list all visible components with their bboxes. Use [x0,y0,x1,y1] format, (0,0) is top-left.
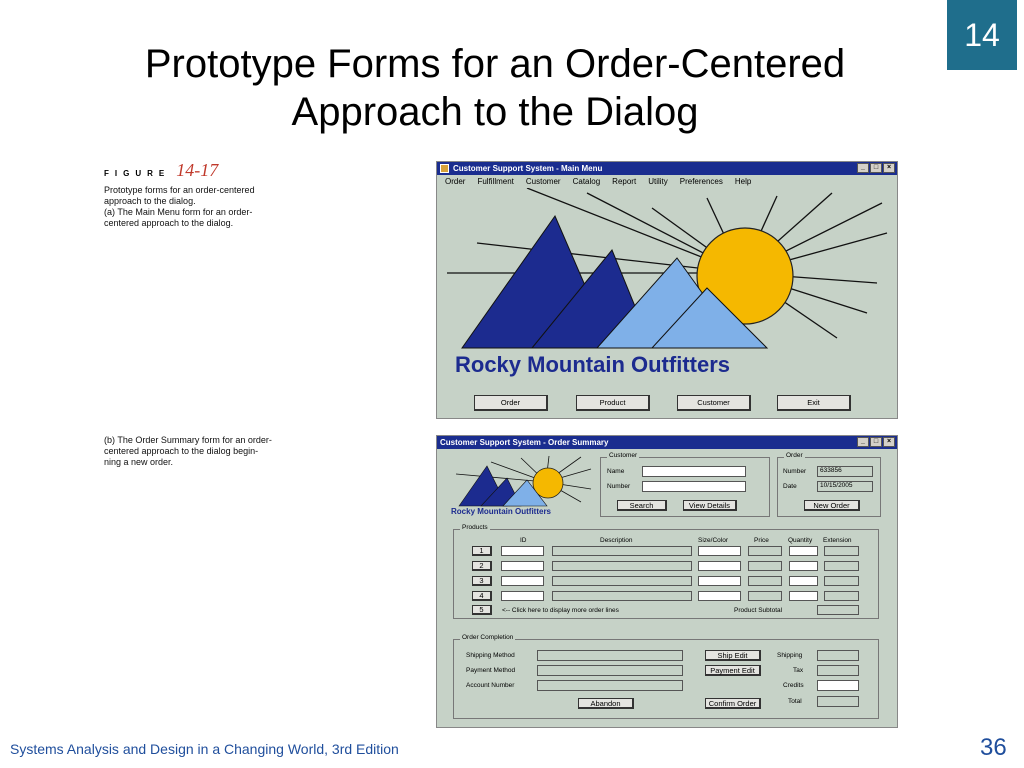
figure-number: 14-17 [176,160,219,180]
figure-heading [104,160,218,181]
col-header-quantity: Quantity [788,537,813,544]
quantity-field[interactable] [789,576,818,586]
ship-edit-button[interactable]: Ship Edit [705,650,761,661]
size-color-field[interactable] [698,591,741,601]
product-description-field [552,546,692,556]
order-summary-window [436,435,898,728]
col-header-id: ID [520,537,527,544]
caption-b [104,435,319,468]
extension-field [824,591,859,601]
account-number-label: Account Number [466,682,515,689]
col-header-price: Price [754,537,769,544]
total-label: Total [788,698,802,705]
extension-field [824,546,859,556]
order-button[interactable]: Order [474,395,548,411]
col-header-extension: Extension [823,537,852,544]
customer-name-label: Name [607,468,625,475]
extension-field [824,561,859,571]
order-completion-group-title: Order Completion [462,634,514,641]
search-button[interactable]: Search [617,500,667,511]
main-menu-titlebar [437,162,897,175]
product-button[interactable]: Product [576,395,650,411]
close-button[interactable]: × [883,437,895,447]
caption-a [104,185,319,229]
size-color-field[interactable] [698,561,741,571]
main-menu-bar [437,175,897,188]
product-id-field[interactable] [501,546,544,556]
view-details-button[interactable]: View Details [683,500,737,511]
rmo-logo-small [451,454,601,514]
app-icon [440,164,449,173]
window-controls [857,163,895,173]
caption-a-line: centered approach to the dialog. [104,218,234,228]
shipping-method-label: Shipping Method [466,652,515,659]
menu-item-catalog[interactable]: Catalog [572,177,601,186]
caption-a-line: approach to the dialog. [104,196,196,206]
maximize-button[interactable]: □ [870,437,882,447]
product-description-field [552,591,692,601]
order-date-field: 10/15/2005 [817,481,873,492]
confirm-order-button[interactable]: Confirm Order [705,698,761,709]
credits-label: Credits [783,682,804,689]
extension-field [824,576,859,586]
products-group [453,524,879,619]
quantity-field[interactable] [789,546,818,556]
slide-footer: Systems Analysis and Design in a Changing World, 3rd Edition [10,741,399,757]
quantity-field[interactable] [789,561,818,571]
window-controls [857,437,895,447]
order-summary-title: Customer Support System - Order Summary [440,438,609,447]
shipping-field [817,650,859,661]
menu-item-customer[interactable]: Customer [525,177,561,186]
customer-name-field[interactable] [642,466,746,477]
caption-a-line: (a) The Main Menu form for an order- [104,207,253,217]
credits-field[interactable] [817,680,859,691]
more-lines-hint: <-- Click here to display more order lines [502,607,619,614]
product-id-field[interactable] [501,561,544,571]
minimize-button[interactable]: _ [857,437,869,447]
caption-a-line: Prototype forms for an order-centered [104,185,255,195]
payment-method-label: Payment Method [466,667,516,674]
customer-button[interactable]: Customer [677,395,751,411]
customer-number-label: Number [607,483,631,490]
price-field [748,576,782,586]
order-summary-titlebar [437,436,897,449]
size-color-field[interactable] [698,546,741,556]
caption-b-line: ning a new order. [104,457,174,467]
maximize-button[interactable]: □ [870,163,882,173]
tax-field [817,665,859,676]
product-subtotal-field [817,605,859,615]
price-field [748,561,782,571]
menu-item-utility[interactable]: Utility [648,177,668,186]
payment-edit-button[interactable]: Payment Edit [705,665,761,676]
customer-number-field[interactable] [642,481,746,492]
total-field [817,696,859,707]
exit-button[interactable]: Exit [777,395,851,411]
minimize-button[interactable]: _ [857,163,869,173]
customer-group-title: Customer [609,452,638,459]
main-menu-logo-text: Rocky Mountain Outfitters [455,352,731,377]
caption-b-line: centered approach to the dialog begin- [104,446,259,456]
menu-item-help[interactable]: Help [734,177,752,186]
line-4-button[interactable]: 4 [472,591,492,601]
product-id-field[interactable] [501,591,544,601]
order-group-title: Order [786,452,803,459]
line-3-button[interactable]: 3 [472,576,492,586]
page-number: 36 [980,734,1007,761]
new-order-button[interactable]: New Order [804,500,860,511]
menu-item-fulfillment[interactable]: Fulfillment [477,177,514,186]
col-header-description: Description [600,537,633,544]
tax-label: Tax [793,667,804,674]
figure-label: FIGURE [104,169,171,178]
line-2-button[interactable]: 2 [472,561,492,571]
product-description-field [552,561,692,571]
size-color-field[interactable] [698,576,741,586]
line-1-button[interactable]: 1 [472,546,492,556]
order-number-field: 633856 [817,466,873,477]
menu-item-preferences[interactable]: Preferences [679,177,723,186]
quantity-field[interactable] [789,591,818,601]
slide-title-line2: Approach to the Dialog [291,90,699,134]
slide-title-line1: Prototype Forms for an Order-Centered [144,42,846,86]
payment-method-field [537,665,683,676]
price-field [748,591,782,601]
account-number-field [537,680,683,691]
chapter-number-badge: 14 [947,0,1017,70]
slide-title [60,40,930,136]
order-summary-logo-text: Rocky Mountain Outfitters [451,507,552,516]
col-header-size-color: Size/Color [698,537,728,544]
product-id-field[interactable] [501,576,544,586]
shipping-method-field [537,650,683,661]
main-menu-title: Customer Support System - Main Menu [453,164,603,173]
more-lines-button[interactable]: 5 [472,605,492,615]
main-menu-window [436,161,898,419]
products-group-title: Products [462,524,488,531]
caption-b-line: (b) The Order Summary form for an order- [104,435,272,445]
product-subtotal-label: Product Subtotal [734,607,783,614]
product-description-field [552,576,692,586]
menu-item-order[interactable]: Order [445,177,466,186]
abandon-button[interactable]: Abandon [578,698,634,709]
shipping-label: Shipping [777,652,803,659]
order-number-label: Number [783,468,807,475]
menu-item-report[interactable]: Report [612,177,637,186]
price-field [748,546,782,556]
order-date-label: Date [783,483,797,490]
close-button[interactable]: × [883,163,895,173]
